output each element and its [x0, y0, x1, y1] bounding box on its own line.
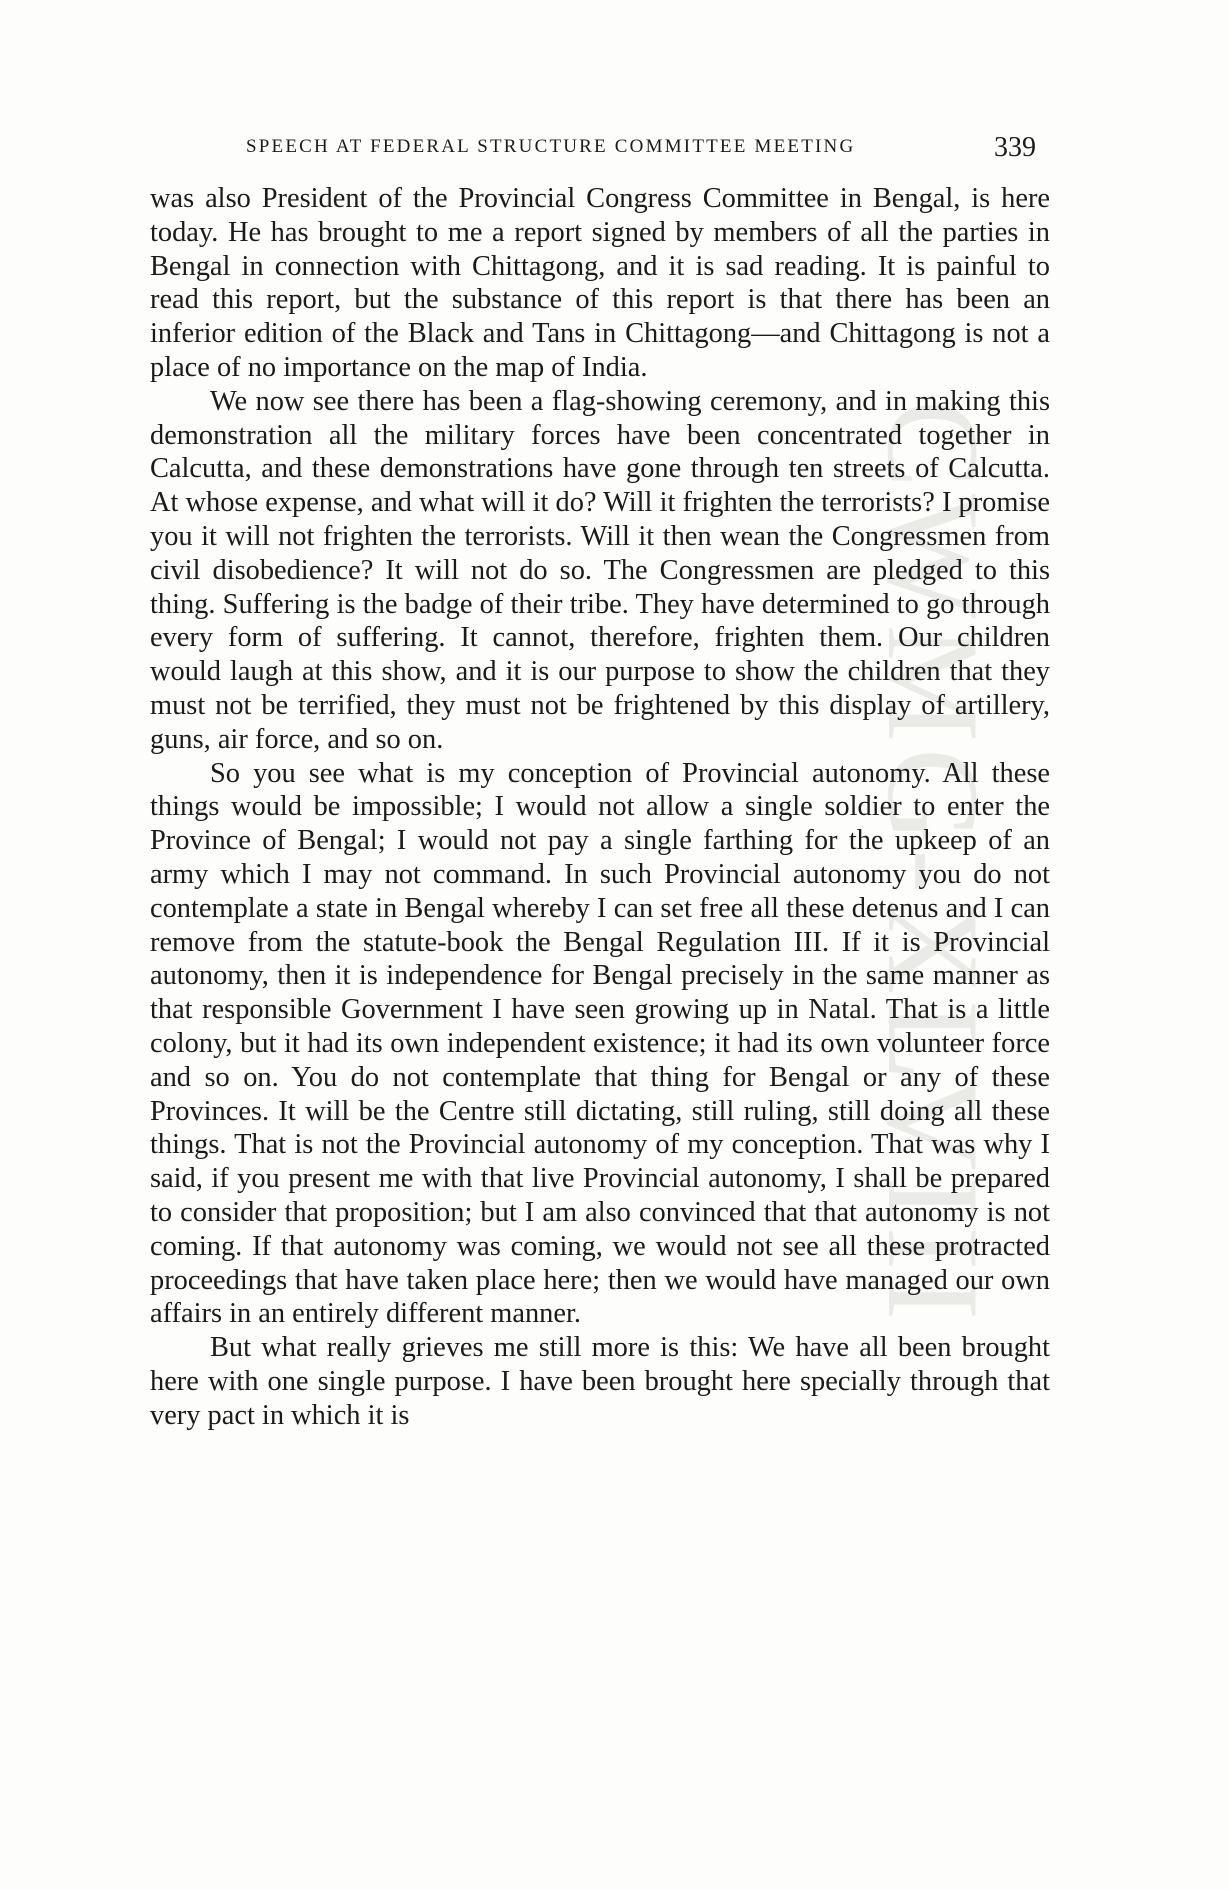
running-head [246, 132, 1036, 168]
paragraph-provincial-autonomy: So you see what is my conception of Provincial autonomy. All these things would be impossible; I would not allow a single soldier to enter the Province of Bengal; I would not pay a single farthing for the upkeep of an army which I may not command. In such Provincial autonomy you do not contemplate a state in Bengal whereby I can set free all these detenus and I can remove from the statute-book the Bengal Regulation III. If it is Provincial autonomy, then it is independence for Bengal precisely in the same manner as that responsible Government I have seen growing up in Natal. That is a little colony, but it had its own independent existence; it had its own volunteer force and so on. You do not contemplate that thing for Bengal or any of these Provinces. It will be the Centre still dictating, still ruling, still doing all these things. That is not the Provincial autonomy of my conception. That was why I said, if you present me with that live Provincial autonomy, I shall be prepared to consider that proposition; but I am also convinced that that autonomy is not coming. If that autonomy was coming, we would not see all these protracted proceedings that have taken place here; then we would have managed our own affairs in an entirely different manner. [150, 757, 1050, 1330]
paragraph-grievance: But what really grieves me still more is this: We have all been brought here with one single purpose. I have been brought here specially through that very pact in which it is [150, 1332, 1050, 1431]
page-number: 339 [994, 132, 1036, 163]
paragraph-continuation: was also President of the Provincial Congress Committee in Bengal, is here today. He has brought to me a report signed by members of all the parties in Bengal in connection with Chittagong, and it is sad reading. It is painful to read this report, but the substance of this report is that there has been an inferior edition of the Black and Tans in Chittagong—and Chittagong is not a place of no importance on the map of India. [150, 183, 1050, 383]
watermark-text: CWMG-XLVIII [860, 400, 1007, 1327]
body-text [150, 182, 1050, 1432]
paragraph-flag-showing: We now see there has been a flag-showing ceremony, and in making this demonstration all the military forces have been concentrated together in Calcutta, and these demonstrations have gone through ten streets of Calcutta. At whose expense, and what will it do? Will it frighten the terrorists? I promise you it will not frighten the terrorists. Will it then wean the Congressmen from civil disobedience? It will not do so. The Congressmen are pledged to this thing. Suffering is the badge of their tribe. They have determined to go through every form of suffering. It cannot, therefore, frighten them. Our children would laugh at this show, and it is our purpose to show the children that they must not be terrified, they must not be frightened by this display of artillery, guns, air force, and so on. [150, 385, 1050, 755]
running-title: SPEECH AT FEDERAL STRUCTURE COMMITTEE MEETING [246, 136, 856, 157]
